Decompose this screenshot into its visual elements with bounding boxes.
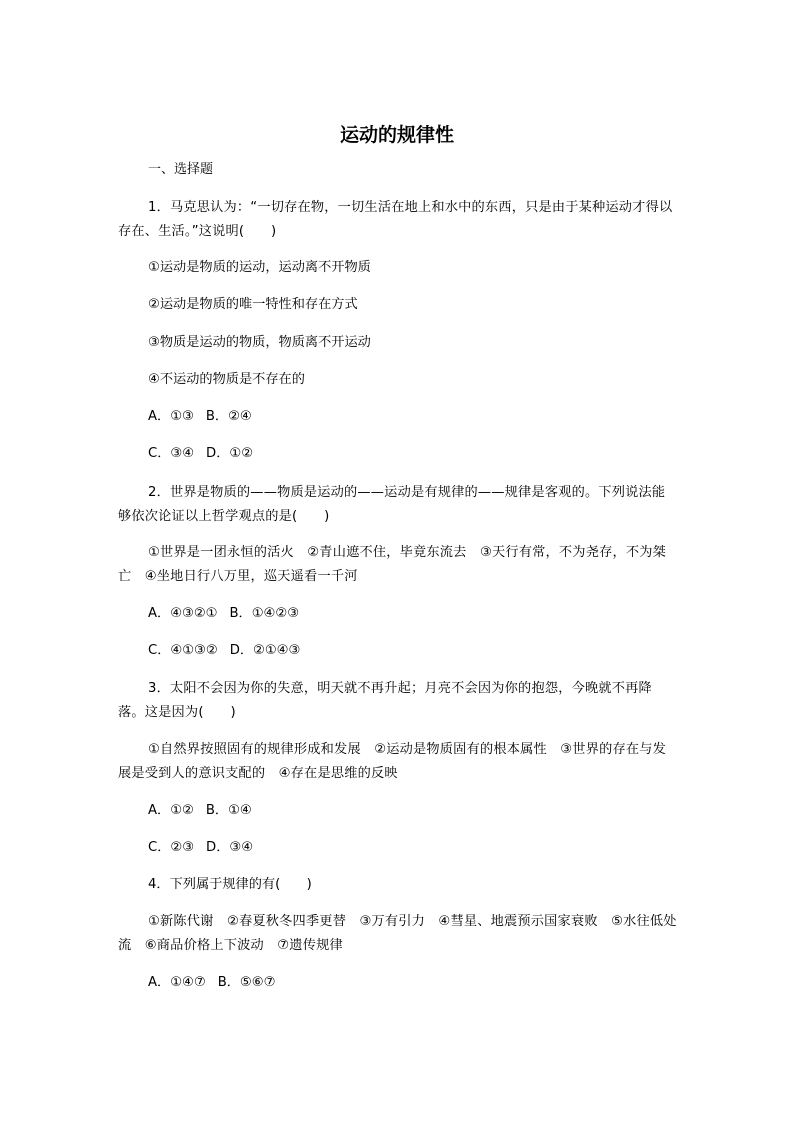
question-4-choice-b[interactable]: B．⑤⑥⑦ [217,975,276,990]
question-1-choice-b[interactable]: B．②④ [205,409,252,424]
question-1-statement-1: ①运动是物质的运动，运动离不开物质 [148,260,371,275]
question-3-choices-row-2 [148,838,253,858]
question-3-choice-a[interactable]: A．①② [148,803,194,818]
question-1-choices-row-2 [148,444,253,464]
question-3-choices-row-1 [148,801,252,821]
question-4-statements: ①新陈代谢 ②春夏秋冬四季更替 ③万有引力 ④彗星、地震预示国家衰败 ⑤水往低处流 ⑥商品价格上下波动 ⑦遗传规律 [118,914,677,953]
question-2-statements: ①世界是一团永恒的活火 ②青山遮不住，毕竟东流去 ③天行有常，不为尧存，不为桀亡 ④坐地日行八万里，巡天遥看一千河 [118,545,667,584]
question-1-choice-c[interactable]: C．③④ [148,446,195,461]
question-3-stem: 3．太阳不会因为你的失意，明天就不再升起；月亮不会因为你的抱怨，今晚就不再降落。这是因为( ) [118,681,652,720]
question-3-choice-b[interactable]: B．①④ [205,803,252,818]
question-2-choices-row-2 [148,641,300,661]
question-1-choices-row-1 [148,407,252,427]
question-1-choice-d[interactable]: D．①② [206,446,254,461]
question-1-stem: 1．马克思认为：“一切存在物，一切生活在地上和水中的东西，只是由于某种运动才得以存在、生活。”这说明( ) [118,200,673,239]
question-1-choice-a[interactable]: A．①③ [148,409,194,424]
question-1-statement-2: ②运动是物质的唯一特性和存在方式 [148,297,358,312]
question-4-stem: 4．下列属于规律的有( ) [148,877,312,892]
question-4-choice-a[interactable]: A．①④⑦ [148,975,206,990]
question-3-choice-c[interactable]: C．②③ [148,840,195,855]
question-1-statement-3: ③物质是运动的物质，物质离不开运动 [148,335,371,350]
question-2-choice-d[interactable]: D．②①④③ [229,643,301,658]
question-2-choice-c[interactable]: C．④①③② [148,643,218,658]
question-4-choices-row-1 [148,973,275,993]
question-2-choices-row-1 [148,604,299,624]
question-3-statements: ①自然界按照固有的规律形成和发展 ②运动是物质固有的根本属性 ③世界的存在与发展是受到人的意识支配的 ④存在是思维的反映 [118,742,667,781]
question-1-statement-4: ④不运动的物质是不存在的 [148,372,305,387]
question-2-stem: 2．世界是物质的——物质是运动的——运动是有规律的——规律是客观的。下列说法能够依次论证以上哲学观点的是( ) [118,485,666,524]
document-title: 运动的规律性 [339,124,454,146]
question-2-choice-a[interactable]: A．④③②① [148,606,218,621]
question-3-choice-d[interactable]: D．③④ [206,840,254,855]
section-heading: 一、选择题 [148,162,214,177]
question-2-choice-b[interactable]: B．①④②③ [229,606,300,621]
